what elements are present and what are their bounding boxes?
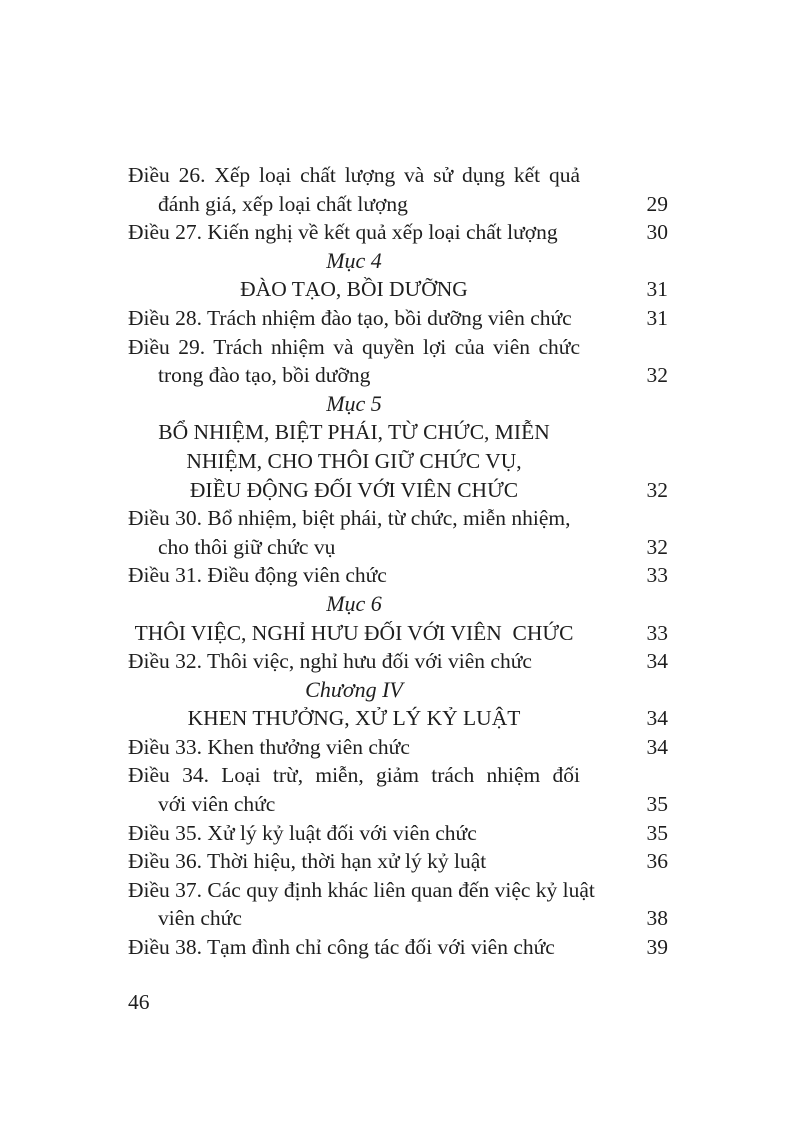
toc-page-number: 31: [646, 277, 668, 302]
toc-section-label-muc-4: [128, 247, 668, 276]
section-label-text: Mục 5: [326, 390, 382, 416]
toc-entry-dieu-34-line-2: [128, 790, 668, 819]
section-title-text: THÔI VIỆC, NGHỈ HƯU ĐỐI VỚI VIÊN CHỨC: [134, 620, 574, 645]
toc-section-label-muc-6: [128, 590, 668, 619]
section-label-text: Mục 6: [326, 590, 382, 616]
toc-page-number: 34: [646, 706, 668, 731]
toc-chapter-title-chuong-4: [128, 704, 668, 733]
toc-entry-text: cho thôi giữ chức vụ: [158, 534, 336, 559]
toc-entry-text: Điều 31. Điều động viên chức: [128, 563, 387, 588]
toc-entry-text: Điều 27. Kiến nghị về kết quả xếp loại chất lượng: [128, 220, 558, 245]
toc-entry-dieu-34-line-1: [128, 761, 668, 790]
toc-entry-text: đánh giá, xếp loại chất lượng: [158, 191, 408, 216]
toc-page-number: 35: [646, 792, 668, 817]
toc-entry-text: Điều 37. Các quy định khác liên quan đến việc kỷ luật: [128, 877, 595, 902]
toc-entry-text: Điều 29. Trách nhiệm và quyền lợi của viên chức: [128, 334, 580, 359]
toc-page-number: 38: [646, 906, 668, 931]
toc-section-title-muc-4: [128, 275, 668, 304]
toc-page-number: 36: [646, 849, 668, 874]
toc-page-number: 32: [646, 534, 668, 559]
toc-entry-dieu-36: [128, 847, 668, 876]
toc-entry-dieu-27: [128, 218, 668, 247]
toc-page-number: 30: [646, 220, 668, 245]
toc-entry-text: Điều 34. Loại trừ, miễn, giảm trách nhiệm đối: [128, 763, 580, 788]
toc-entry-text: trong đào tạo, bồi dưỡng: [158, 363, 371, 388]
toc-entry-dieu-31: [128, 561, 668, 590]
section-title-text: ĐIỀU ĐỘNG ĐỐI VỚI VIÊN CHỨC: [189, 477, 519, 502]
toc-page-number: 29: [646, 191, 668, 216]
toc-page-number: 31: [646, 305, 668, 330]
toc-entry-text: Điều 32. Thôi việc, nghỉ hưu đối với viên chức: [128, 649, 532, 674]
toc-entry-text: Điều 35. Xử lý kỷ luật đối với viên chức: [128, 820, 477, 845]
book-page-number: 46: [128, 989, 150, 1014]
toc-entry-dieu-35: [128, 819, 668, 848]
toc-entry-dieu-26-line-1: [128, 161, 668, 190]
toc-entry-text: Điều 38. Tạm đình chỉ công tác đối với viên chức: [128, 935, 555, 960]
toc-entry-text: Điều 33. Khen thưởng viên chức: [128, 734, 410, 759]
section-title-text: NHIỆM, CHO THÔI GIỮ CHỨC VỤ,: [186, 448, 522, 473]
toc-page-number: 39: [646, 935, 668, 960]
toc-entry-dieu-32: [128, 647, 668, 676]
toc-entry-text: Điều 26. Xếp loại chất lượng và sử dụng kết quả: [128, 163, 580, 187]
toc-entry-dieu-29-line-2: [128, 361, 668, 390]
toc-page-number: 35: [646, 820, 668, 845]
toc-section-title-muc-5-line-1: [128, 418, 668, 447]
toc-entry-text: Điều 28. Trách nhiệm đào tạo, bồi dưỡng viên chức: [128, 305, 572, 330]
toc-page-number: 34: [646, 734, 668, 759]
toc-section-title-muc-5-line-2: [128, 447, 668, 476]
toc-page-number: 33: [646, 563, 668, 588]
toc-entry-dieu-26-line-2: [128, 190, 668, 219]
section-label-text: Mục 4: [326, 247, 382, 273]
toc-page-number: 32: [646, 477, 668, 502]
toc-entry-dieu-37-line-1: [128, 876, 668, 905]
toc-entry-dieu-30-line-1: [128, 504, 668, 533]
toc-entry-text: viên chức: [158, 906, 242, 931]
section-title-text: ĐÀO TẠO, BỒI DƯỠNG: [240, 277, 468, 302]
toc-page-number: 33: [646, 620, 668, 645]
toc-section-label-muc-5: [128, 390, 668, 419]
toc-page-number: 32: [646, 363, 668, 388]
toc-entry-dieu-33: [128, 733, 668, 762]
chapter-title-text: KHEN THƯỞNG, XỬ LÝ KỶ LUẬT: [187, 706, 521, 731]
toc-entry-dieu-38: [128, 933, 668, 962]
section-title-text: BỔ NHIỆM, BIỆT PHÁI, TỪ CHỨC, MIỄN: [158, 420, 550, 445]
toc-section-title-muc-5-line-3: [128, 476, 668, 505]
toc-section-title-muc-6: [128, 619, 668, 648]
toc-entry-dieu-29-line-1: [128, 333, 668, 362]
toc-entry-text: với viên chức: [158, 792, 276, 817]
toc-entry-dieu-37-line-2: [128, 904, 668, 933]
toc-page-number: 34: [646, 649, 668, 674]
toc-entry-text: Điều 30. Bổ nhiệm, biệt phái, từ chức, miễn nhiệm,: [128, 506, 571, 531]
toc-entry-text: Điều 36. Thời hiệu, thời hạn xử lý kỷ luật: [128, 849, 487, 874]
chapter-label-text: Chương IV: [305, 676, 403, 702]
toc-entry-dieu-28: [128, 304, 668, 333]
toc-entry-dieu-30-line-2: [128, 533, 668, 562]
toc-chapter-label-chuong-4: [128, 676, 668, 705]
